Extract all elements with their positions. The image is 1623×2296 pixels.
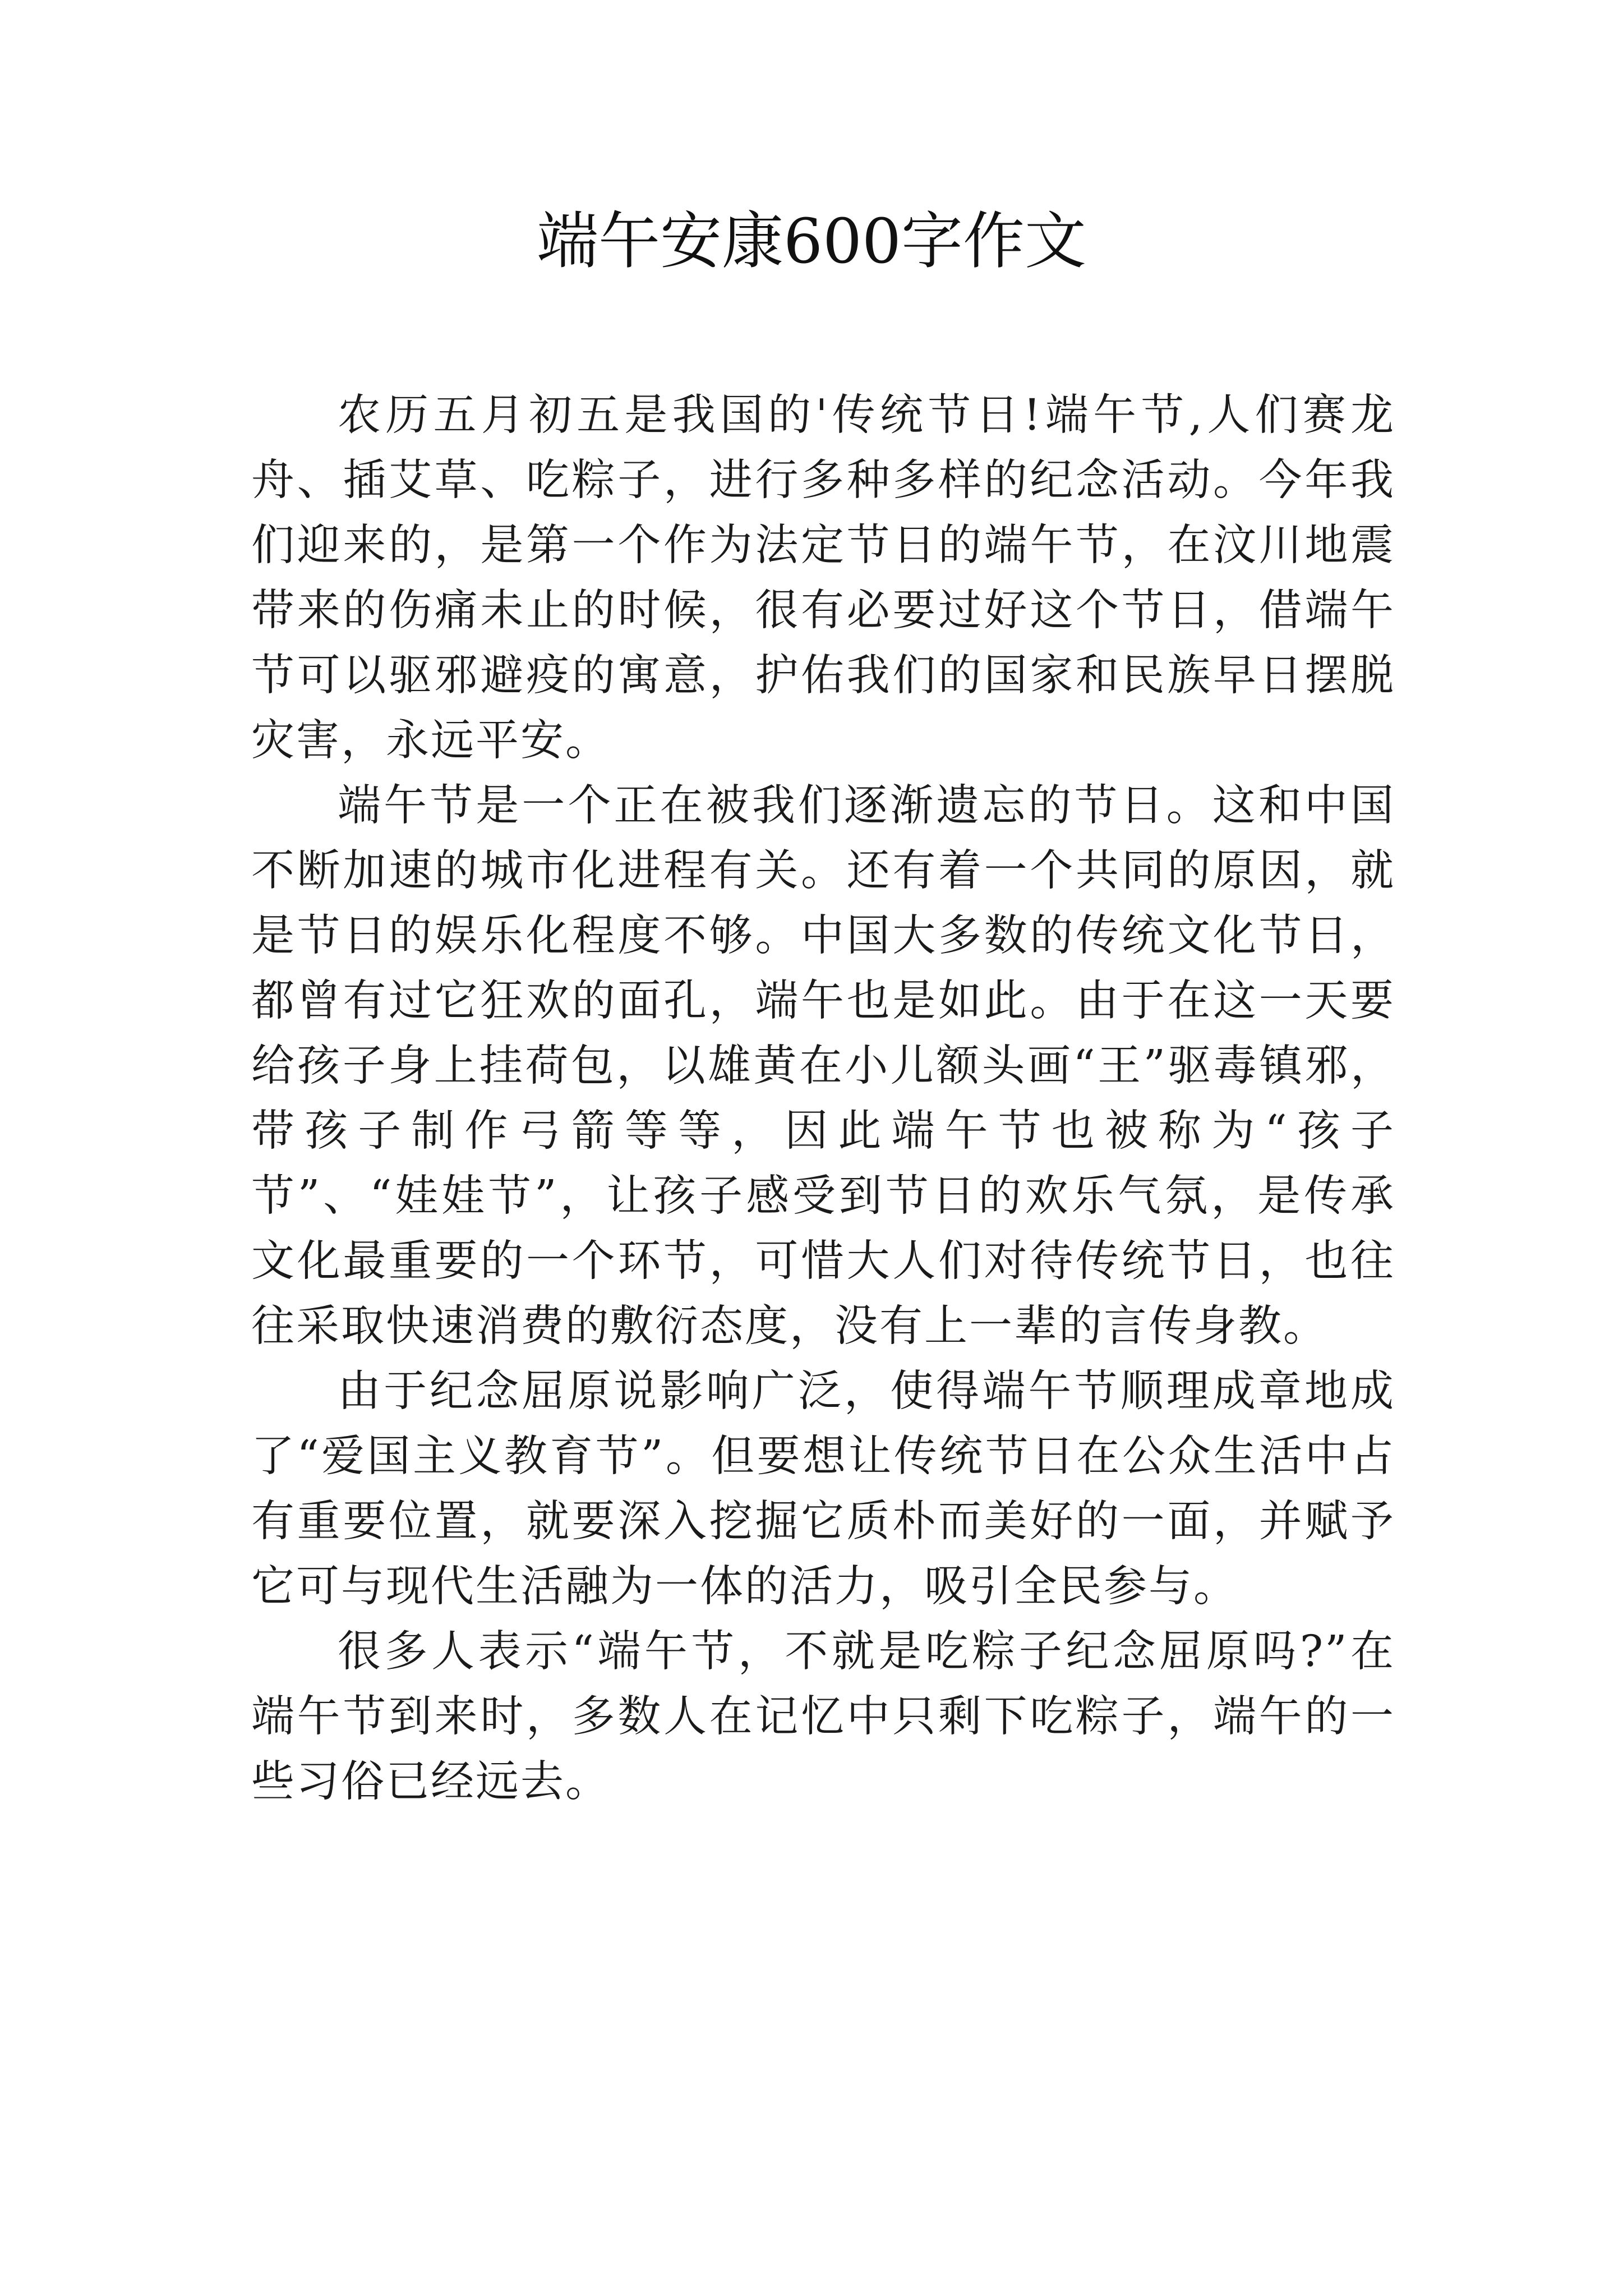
paragraph-4: 很多人表示“端午节，不就是吃粽子纪念屈原吗?”在端午节到来时，多数人在记忆中只剩下吃粽子，端午的一些习俗已经远去。 [251, 1627, 1395, 1807]
document-body [251, 383, 1395, 1815]
document-title: 端午安康600字作文 [537, 205, 1086, 277]
paragraph-1: 农历五月初五是我国的'传统节日!端午节,人们赛龙舟、插艾草、吃粽子，进行多种多样的纪念活动。今年我们迎来的，是第一个作为法定节日的端午节，在汶川地震带来的伤痛未止的时候，很有必要过好这个节日，借端午节可以驱邪避疫的寓意，护佑我们的国家和民族早日摆脱灾害，永远平安。 [251, 390, 1395, 766]
paragraph-2: 端午节是一个正在被我们逐渐遗忘的节日。这和中国不断加速的城市化进程有关。还有着一个共同的原因，就是节日的娱乐化程度不够。中国大多数的传统文化节日，都曾有过它狂欢的面孔，端午也是如此。由于在这一天要给孩子身上挂荷包，以雄黄在小儿额头画“王”驱毒镇邪，带孩子制作弓箭等等，因此端午节也被称为“孩子节”、“娃娃节”，让孩子感受到节日的欢乐气氛，是传承文化最重要的一个环节，可惜大人们对待传统节日，也往往采取快速消费的敷衍态度，没有上一辈的言传身教。 [251, 781, 1395, 1351]
paragraph-3: 由于纪念屈原说影响广泛，使得端午节顺理成章地成了“爱国主义教育节”。但要想让传统节日在公众生活中占有重要位置，就要深入挖掘它质朴而美好的一面，并赋予它可与现代生活融为一体的活力，吸引全民参与。 [251, 1366, 1395, 1612]
